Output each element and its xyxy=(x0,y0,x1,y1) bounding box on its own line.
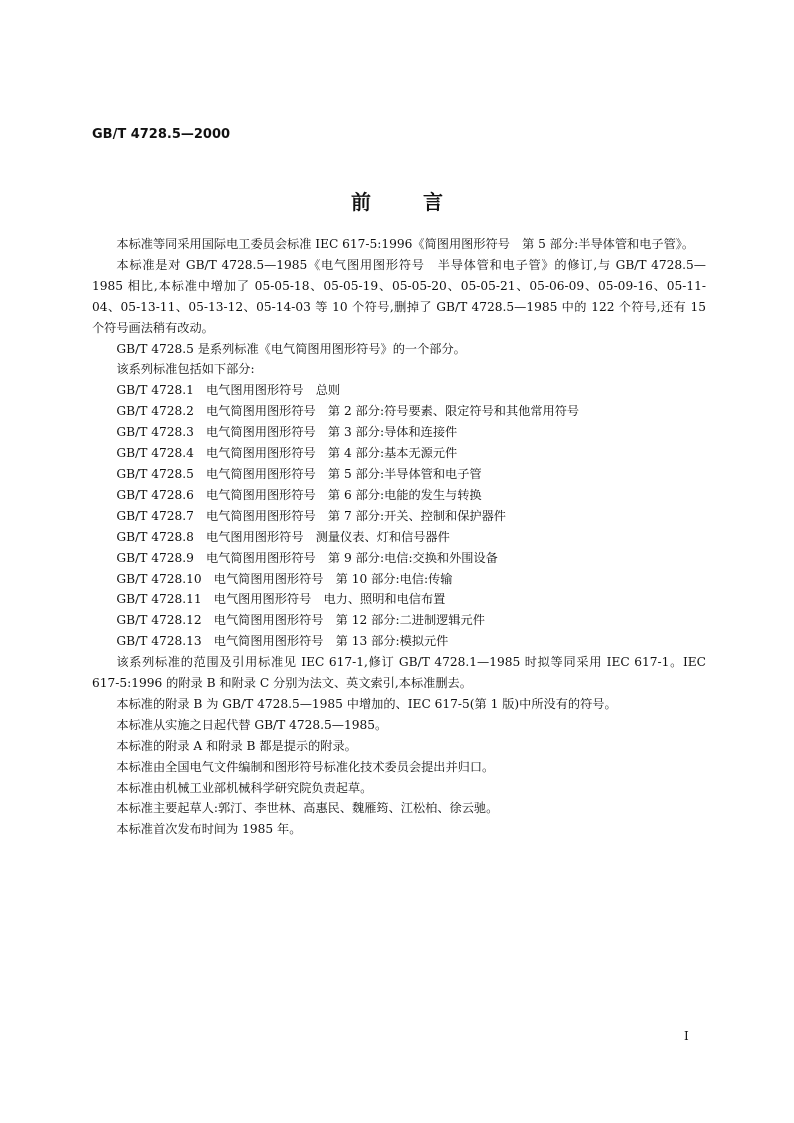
series-list-item: GB/T 4728.10 电气简图用图形符号 第 10 部分:电信:传输 xyxy=(116,571,453,586)
series-list-item: GB/T 4728.5 电气简图用图形符号 第 5 部分:半导体管和电子管 xyxy=(116,466,482,481)
series-list-item: GB/T 4728.7 电气简图用图形符号 第 7 部分:开关、控制和保护器件 xyxy=(116,508,506,523)
series-list-item: GB/T 4728.13 电气简图用图形符号 第 13 部分:模拟元件 xyxy=(116,634,449,649)
series-list-item: GB/T 4728.9 电气简图用图形符号 第 9 部分:电信:交换和外围设备 xyxy=(116,550,498,565)
paragraph-first-issue: 本标准首次发布时间为 1985 年。 xyxy=(116,822,302,837)
paragraph-appendix-b: 本标准的附录 B 为 GB/T 4728.5—1985 中增加的、IEC 617-5(第 1 版)中所没有的符号。 xyxy=(116,696,617,711)
paragraph-drafting-unit: 本标准由机械工业部机械科学研究院负责起草。 xyxy=(116,780,373,795)
series-list-item: GB/T 4728.6 电气简图用图形符号 第 6 部分:电能的发生与转换 xyxy=(116,487,482,502)
paragraph-replaces: 本标准从实施之日起代替 GB/T 4728.5—1985。 xyxy=(116,717,388,732)
paragraph-drafters: 本标准主要起草人:郭汀、李世林、高惠民、魏雁筠、江松柏、徐云驰。 xyxy=(116,801,499,816)
series-list-item: GB/T 4728.4 电气简图用图形符号 第 4 部分:基本无源元件 xyxy=(116,446,458,461)
series-list-item: GB/T 4728.1 电气图用图形符号 总则 xyxy=(116,383,341,398)
paragraph-adoption: 本标准等同采用国际电工委员会标准 IEC 617-5:1996《简图用图形符号 第 5 部分:半导体管和电子管》。 xyxy=(116,237,695,251)
series-list-item: GB/T 4728.8 电气图用图形符号 测量仪表、灯和信号器件 xyxy=(116,529,450,544)
page-title: 前言 xyxy=(351,190,495,214)
paragraph-proposer: 本标准由全国电气文件编制和图形符号标准化技术委员会提出并归口。 xyxy=(116,759,495,774)
document-header: GB/T 4728.5—2000 xyxy=(92,127,231,142)
series-list-item: GB/T 4728.2 电气简图用图形符号 第 2 部分:符号要素、限定符号和其他常用符号 xyxy=(116,404,580,419)
series-list-item: GB/T 4728.3 电气简图用图形符号 第 3 部分:导体和连接件 xyxy=(116,425,458,440)
series-intro: 该系列标准包括如下部分: xyxy=(116,362,255,377)
document-body xyxy=(92,234,706,840)
paragraph-revision: 本标准是对 GB/T 4728.5—1985《电气图用图形符号 半导体管和电子管》的修订,与 GB/T 4728.5—1985 相比,本标准中增加了 05-05-18、05-05-19、05-05-20、05-05-21、05-06-09、05-09-16、05-11-04、05-13-11、05-13-12、05-14-03 等 10 个符号,删掉了 GB/T 4728.5—1985 中的 122 个符号,还有 15 个符号画法稍有改动。 xyxy=(92,257,706,335)
series-list-item: GB/T 4728.11 电气图用图形符号 电力、照明和电信布置 xyxy=(116,592,446,607)
paragraph-series: GB/T 4728.5 是系列标准《电气简图用图形符号》的一个部分。 xyxy=(116,341,466,356)
paragraph-appendices: 本标准的附录 A 和附录 B 都是提示的附录。 xyxy=(116,738,357,753)
paragraph-scope: 该系列标准的范围及引用标准见 IEC 617-1,修订 GB/T 4728.1—1985 时拟等同采用 IEC 617-1。IEC 617-5:1996 的附录 B 和附录 C 分别为法文、英文索引,本标准删去。 xyxy=(92,655,706,691)
page-number: I xyxy=(684,1029,689,1043)
series-list-item: GB/T 4728.12 电气简图用图形符号 第 12 部分:二进制逻辑元件 xyxy=(116,613,485,628)
